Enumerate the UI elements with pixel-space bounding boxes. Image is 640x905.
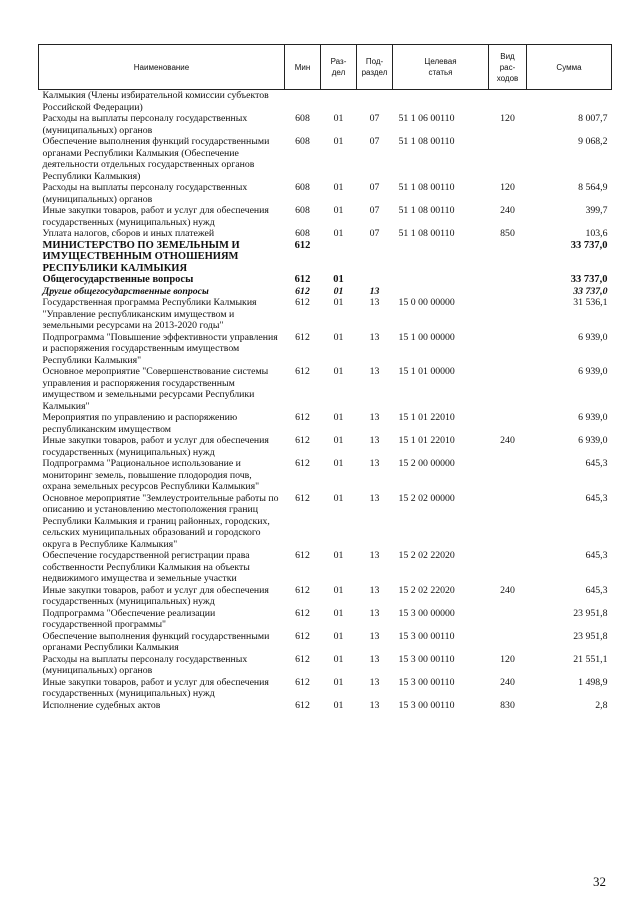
row-expense-type: 120	[500, 182, 515, 193]
row-amount: 6 939,0	[578, 412, 608, 423]
row-subsection: 13	[369, 366, 380, 377]
row-amount: 33 737,0	[573, 285, 608, 297]
table-row	[39, 435, 612, 458]
row-target-article: 15 3 00 00110	[398, 630, 455, 642]
table-row	[39, 654, 612, 677]
row-expense-type	[489, 332, 527, 367]
row-target-article: 51 1 08 00110	[398, 136, 455, 147]
row-ministry: 612	[295, 331, 310, 343]
row-name: Подпрограмма "Повышение эффективности управления и распоряжения государственным имуществом Республики Калмыкия"	[42, 331, 278, 366]
row-name: Иные закупки товаров, работ и услуг для обеспечения государственных (муниципальных) нужд	[42, 435, 269, 458]
row-ministry: 612	[295, 607, 310, 619]
row-subsection: 13	[369, 285, 380, 297]
row-expense-type	[489, 550, 527, 585]
row-target-article: 51 1 08 00110	[398, 205, 455, 216]
row-ministry: 612	[295, 297, 310, 308]
row-section: 01	[333, 228, 344, 239]
row-name: Государственная программа Республики Калмыкия "Управление республиканским имуществом и земельными ресурсами на 2013-2020 годы"	[42, 297, 257, 331]
row-ministry: 612	[295, 285, 310, 297]
table-row	[39, 90, 612, 114]
row-target-article: 15 2 02 00000	[398, 492, 455, 504]
row-target-article	[393, 240, 489, 275]
row-subsection: 13	[369, 584, 380, 596]
row-section	[321, 240, 357, 275]
row-section: 01	[333, 435, 344, 446]
row-amount: 31 536,1	[573, 297, 608, 308]
row-name: МИНИСТЕРСТВО ПО ЗЕМЕЛЬНЫМ И ИМУЩЕСТВЕННЫМ ОТНОШЕНИЯМ РЕСПУБЛИКИ КАЛМЫКИЯ	[42, 239, 240, 274]
row-name: Иные закупки товаров, работ и услуг для обеспечения государственных (муниципальных) нужд	[42, 205, 269, 228]
budget-table-container	[38, 44, 611, 711]
row-name: Другие общегосударственные вопросы	[42, 285, 209, 297]
row-expense-type	[489, 136, 527, 182]
row-target-article: 15 3 00 00110	[398, 653, 455, 665]
row-expense-type: 120	[500, 653, 515, 665]
row-subsection	[357, 240, 393, 275]
row-amount: 399,7	[585, 205, 608, 216]
row-ministry: 612	[295, 458, 310, 469]
row-name: Иные закупки товаров, работ и услуг для обеспечения государственных (муниципальных) нужд	[42, 676, 269, 699]
row-expense-type	[489, 366, 527, 412]
row-section: 01	[333, 607, 344, 619]
row-name: Мероприятия по управлению и распоряжению республиканским имуществом	[42, 412, 238, 435]
row-expense-type	[489, 493, 527, 551]
table-row	[39, 550, 612, 585]
row-target-article: 15 1 00 00000	[398, 331, 455, 343]
row-name: Уплата налогов, сборов и иных платежей	[42, 228, 215, 239]
row-section: 01	[333, 676, 344, 688]
row-ministry: 612	[295, 492, 310, 504]
row-amount: 21 551,1	[573, 653, 608, 665]
row-expense-type: 240	[500, 205, 515, 216]
row-expense-type	[489, 286, 527, 298]
table-body	[39, 90, 612, 712]
row-expense-type: 850	[500, 228, 515, 239]
row-subsection: 07	[369, 182, 380, 193]
table-row	[39, 205, 612, 228]
row-ministry: 612	[295, 584, 310, 596]
row-name: Подпрограмма "Обеспечение реализации государственной программы"	[42, 607, 216, 630]
row-target-article: 51 1 08 00110	[398, 228, 455, 239]
table-row	[39, 493, 612, 551]
row-amount: 6 939,0	[578, 435, 608, 446]
header-section: Раз- дел	[321, 45, 357, 90]
row-ministry: 612	[295, 435, 310, 446]
row-ministry: 608	[295, 113, 310, 124]
row-target-article: 15 2 00 00000	[398, 458, 455, 469]
row-section: 01	[333, 653, 344, 665]
row-amount: 9 068,2	[578, 136, 608, 147]
row-amount: 23 951,8	[573, 607, 608, 619]
row-name: Основное мероприятие "Землеустроительные работы по описанию и установлению местоположения границ Республики Калмыкия и границ районных, городских, сельских муниципальных образований и городского округа в Республике Калмыкия"	[42, 492, 279, 550]
row-name: Подпрограмма "Рациональное использование и мониторинг земель, повышение плодородия почв, охрана земельных ресурсов Республики Калмыкия"	[42, 458, 260, 492]
table-row	[39, 700, 612, 712]
row-name: Общегосударственные вопросы	[42, 274, 194, 285]
row-amount: 645,3	[585, 492, 608, 504]
row-ministry: 608	[295, 205, 310, 216]
row-subsection: 07	[369, 113, 380, 124]
row-subsection: 13	[369, 653, 380, 665]
row-target-article: 15 1 01 00000	[398, 366, 455, 377]
row-target-article: 15 0 00 00000	[398, 297, 455, 308]
header-name: Наименование	[39, 45, 285, 90]
row-expense-type: 120	[500, 113, 515, 124]
row-ministry: 612	[295, 699, 310, 711]
row-ministry: 608	[295, 228, 310, 239]
row-expense-type: 240	[500, 435, 515, 446]
row-name: Калмыкия (Члены избирательной комиссии субъектов Российской Федерации)	[42, 90, 269, 113]
row-amount: 645,3	[585, 550, 608, 561]
row-subsection: 13	[369, 492, 380, 504]
row-name: Иные закупки товаров, работ и услуг для обеспечения государственных (муниципальных) нужд	[42, 584, 269, 607]
row-section: 01	[333, 113, 344, 124]
row-name: Обеспечение выполнения функций государственными органами Республики Калмыкия	[42, 630, 270, 653]
row-name: Расходы на выплаты персоналу государственных (муниципальных) органов	[42, 113, 248, 136]
header-target-article: Целевая статья	[393, 45, 489, 90]
row-subsection: 13	[369, 699, 380, 711]
row-expense-type	[489, 458, 527, 493]
row-amount: 1 498,9	[578, 676, 608, 688]
row-subsection: 13	[369, 331, 380, 343]
row-ministry: 612	[294, 274, 311, 285]
row-section: 01	[333, 630, 344, 642]
row-target-article: 51 1 08 00110	[398, 182, 455, 193]
row-amount: 645,3	[585, 584, 608, 596]
table-row	[39, 631, 612, 654]
row-section: 01	[333, 699, 344, 711]
row-target-article: 15 1 01 22010	[398, 412, 455, 423]
row-section: 01	[333, 584, 344, 596]
row-ministry: 612	[295, 630, 310, 642]
table-row	[39, 677, 612, 700]
row-section: 01	[333, 492, 344, 504]
row-ministry: 612	[295, 653, 310, 665]
row-target-article: 15 3 00 00110	[398, 699, 455, 711]
row-amount: 23 951,8	[573, 630, 608, 642]
row-section: 01	[333, 136, 344, 147]
table-row	[39, 366, 612, 412]
row-ministry: 608	[295, 182, 310, 193]
row-target-article: 51 1 06 00110	[398, 113, 455, 124]
row-section	[321, 90, 357, 114]
row-target-article	[393, 286, 489, 298]
header-subsection: Под- раздел	[357, 45, 393, 90]
row-ministry: 608	[295, 136, 310, 147]
row-amount: 103,6	[585, 228, 608, 239]
row-expense-type	[489, 90, 527, 114]
row-amount: 33 737,0	[570, 239, 608, 251]
row-section: 01	[333, 205, 344, 216]
row-expense-type: 240	[500, 676, 515, 688]
row-name: Основное мероприятие "Совершенствование системы управления и распоряжения государственным имуществом и земельными ресурсами Республики Калмыкия"	[42, 366, 269, 412]
row-expense-type	[489, 297, 527, 332]
header-ministry: Мин	[285, 45, 321, 90]
row-amount: 6 939,0	[578, 331, 608, 343]
row-target-article: 15 3 00 00000	[398, 607, 455, 619]
row-subsection: 13	[369, 630, 380, 642]
row-amount: 2,8	[595, 699, 608, 711]
row-section: 01	[333, 331, 344, 343]
row-subsection: 07	[369, 136, 380, 147]
row-subsection: 13	[369, 550, 380, 561]
row-ministry: 612	[294, 239, 311, 251]
row-subsection	[357, 274, 393, 286]
row-expense-type	[489, 631, 527, 654]
page-number: 32	[593, 874, 606, 889]
table-row	[39, 585, 612, 608]
row-subsection: 13	[369, 435, 380, 446]
table-row	[39, 136, 612, 182]
row-amount: 8 564,9	[578, 182, 608, 193]
row-expense-type	[489, 274, 527, 286]
row-subsection: 13	[369, 676, 380, 688]
row-target-article: 15 1 01 22010	[398, 435, 455, 446]
row-section: 01	[333, 297, 344, 308]
row-amount: 645,3	[585, 458, 608, 469]
table-row	[39, 274, 612, 286]
row-section: 01	[333, 285, 344, 297]
row-ministry: 612	[295, 366, 310, 377]
row-ministry: 612	[295, 412, 310, 423]
row-section: 01	[333, 550, 344, 561]
row-amount	[527, 90, 612, 114]
header-amount: Сумма	[527, 45, 612, 90]
table-row	[39, 113, 612, 136]
row-section: 01	[333, 182, 344, 193]
table-row	[39, 182, 612, 205]
row-subsection: 13	[369, 412, 380, 423]
row-section: 01	[333, 412, 344, 423]
table-row	[39, 228, 612, 240]
row-ministry: 612	[295, 676, 310, 688]
row-section: 01	[333, 366, 344, 377]
row-amount: 33 737,0	[570, 274, 608, 285]
row-name: Обеспечение выполнения функций государственными органами Республики Калмыкия (Обеспечение деятельности отдельных государственных органов Республики Калмыкия)	[42, 136, 270, 182]
table-row	[39, 412, 612, 435]
row-name: Исполнение судебных актов	[42, 699, 161, 711]
row-expense-type	[489, 240, 527, 275]
row-target-article	[393, 90, 489, 114]
table-row	[39, 608, 612, 631]
row-subsection: 13	[369, 297, 380, 308]
row-section: 01	[333, 458, 344, 469]
row-amount: 8 007,7	[578, 113, 608, 124]
row-subsection: 07	[369, 228, 380, 239]
row-expense-type: 240	[500, 584, 515, 596]
row-target-article: 15 2 02 22020	[398, 550, 455, 561]
table-row	[39, 297, 612, 332]
row-name: Обеспечение государственной регистрации права собственности Республики Калмыкия на объекты недвижимого имущества и земельные участки	[42, 550, 250, 584]
header-expense-type: Вид рас- ходов	[489, 45, 527, 90]
row-expense-type: 830	[500, 699, 515, 711]
row-name: Расходы на выплаты персоналу государственных (муниципальных) органов	[42, 182, 248, 205]
row-subsection: 13	[369, 607, 380, 619]
row-name: Расходы на выплаты персоналу государственных (муниципальных) органов	[42, 653, 248, 676]
row-subsection: 13	[369, 458, 380, 469]
table-row	[39, 286, 612, 298]
row-subsection	[357, 90, 393, 114]
row-ministry	[285, 90, 321, 114]
row-amount: 6 939,0	[578, 366, 608, 377]
row-ministry: 612	[295, 550, 310, 561]
table-header-row	[39, 45, 612, 90]
row-expense-type	[489, 412, 527, 435]
row-target-article: 15 3 00 00110	[398, 676, 455, 688]
table-row	[39, 240, 612, 275]
table-row	[39, 458, 612, 493]
budget-table	[38, 44, 612, 711]
row-target-article: 15 2 02 22020	[398, 584, 455, 596]
row-subsection: 07	[369, 205, 380, 216]
row-expense-type	[489, 608, 527, 631]
row-target-article	[393, 274, 489, 286]
table-row	[39, 332, 612, 367]
row-section: 01	[333, 274, 344, 285]
